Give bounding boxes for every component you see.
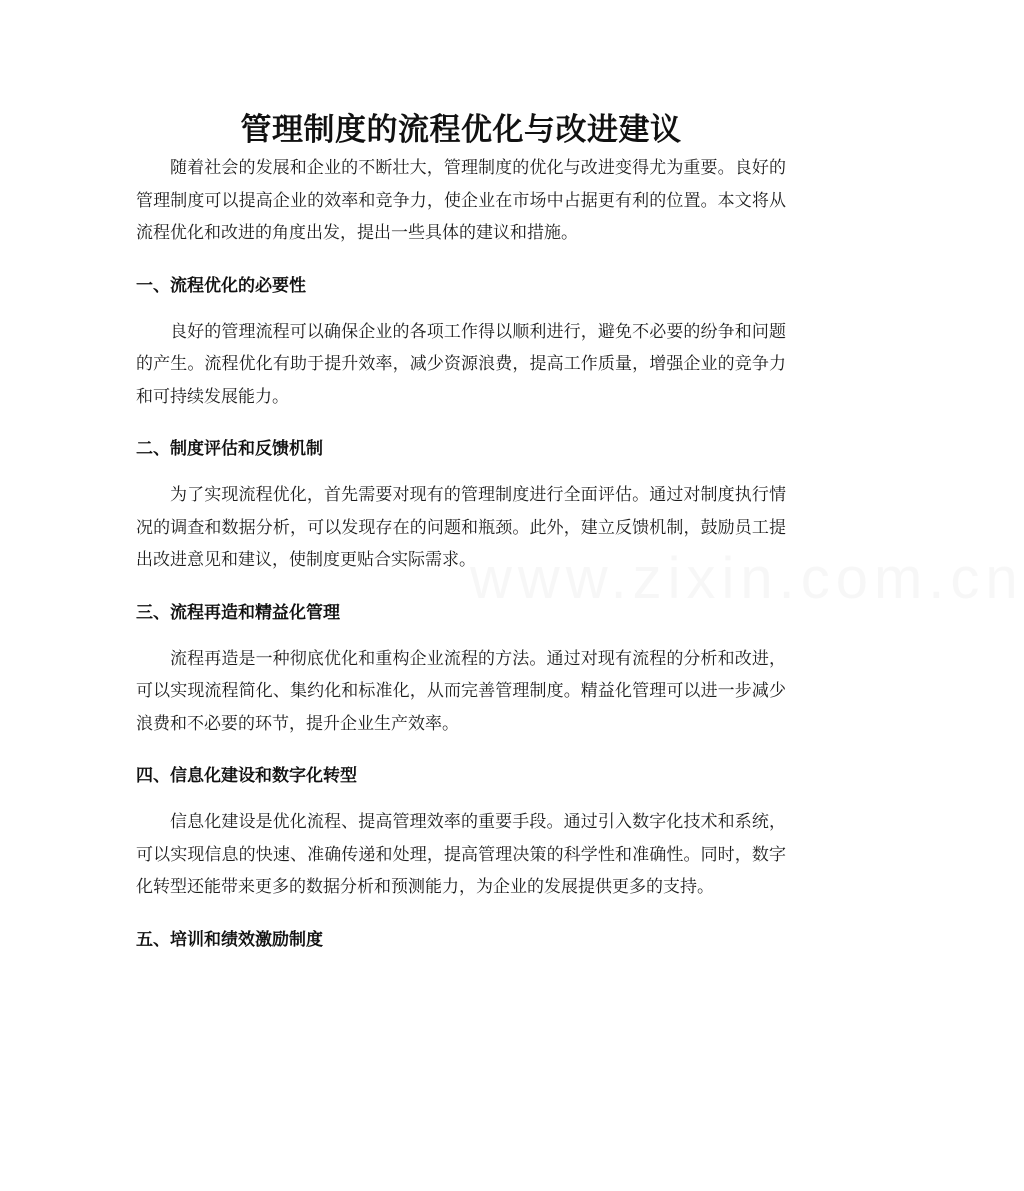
section-5 xyxy=(136,926,786,954)
watermark: www.zixin.com.cn xyxy=(470,546,1024,611)
section-heading: 四、信息化建设和数字化转型 xyxy=(136,766,357,786)
section-1 xyxy=(136,272,786,414)
section-heading: 二、制度评估和反馈机制 xyxy=(136,439,323,459)
section-3 xyxy=(136,599,786,741)
section-paragraph: 良好的管理流程可以确保企业的各项工作得以顺利进行，避免不必要的纷争和问题的产生。流程优化有助于提升效率，减少资源浪费，提高工作质量，增强企业的竞争力和可持续发展能力。 xyxy=(136,321,786,407)
section-paragraph: 流程再造是一种彻底优化和重构企业流程的方法。通过对现有流程的分析和改进，可以实现流程简化、集约化和标准化，从而完善管理制度。精益化管理可以进一步减少浪费和不必要的环节，提升企业生产效率。 xyxy=(136,648,786,734)
document-content xyxy=(136,108,786,970)
section-heading: 三、流程再造和精益化管理 xyxy=(136,602,340,623)
section-paragraph: 信息化建设是优化流程、提高管理效率的重要手段。通过引入数字化技术和系统，可以实现信息的快速、准确传递和处理，提高管理决策的科学性和准确性。同时，数字化转型还能带来更多的数据分析和预测能力，为企业的发展提供更多的支持。 xyxy=(136,812,786,897)
section-4 xyxy=(136,762,786,904)
section-paragraph: 为了实现流程优化，首先需要对现有的管理制度进行全面评估。通过对制度执行情况的调查和数据分析，可以发现存在的问题和瓶颈。此外，建立反馈机制，鼓励员工提出改进意见和建议，使制度更贴合实际需求。 xyxy=(136,485,786,570)
document-title: 管理制度的流程优化与改进建议 xyxy=(240,112,682,148)
section-2 xyxy=(136,435,786,577)
section-heading: 五、培训和绩效激励制度 xyxy=(136,929,323,950)
intro-paragraph: 随着社会的发展和企业的不断壮大，管理制度的优化与改进变得尤为重要。良好的管理制度可以提高企业的效率和竞争力，使企业在市场中占据更有利的位置。本文将从流程优化和改进的角度出发，提出一些具体的建议和措施。 xyxy=(136,158,786,243)
section-heading: 一、流程优化的必要性 xyxy=(136,275,306,296)
